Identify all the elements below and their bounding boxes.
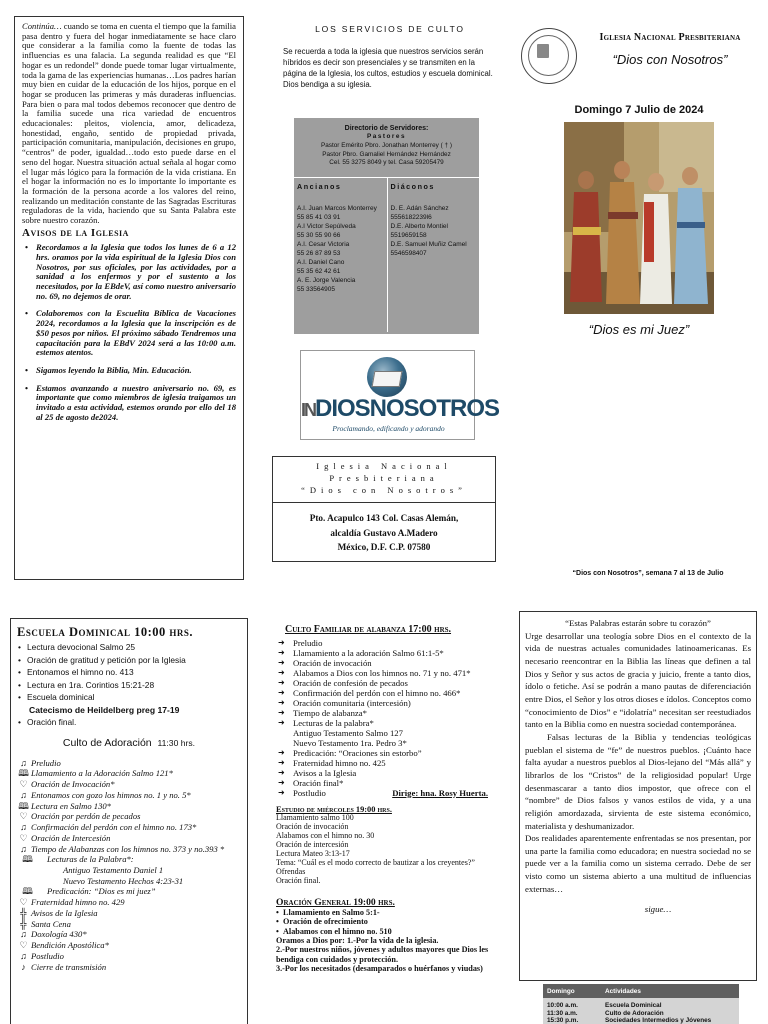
culto-item-text: Santa Cena	[31, 918, 71, 929]
diaconos-column	[387, 178, 480, 332]
escuela-list-end	[17, 716, 241, 729]
culto-item-text: Postludio	[31, 950, 64, 961]
continua-label: Continúa…	[22, 21, 62, 31]
familiar-item	[276, 748, 500, 758]
ancianos-label: Ancianos	[297, 182, 342, 191]
music-note-icon: ♫	[20, 950, 27, 961]
culto-item-text: Confirmación del perdón con el himno no. 173*	[31, 822, 197, 833]
culto-familiar-list	[276, 638, 500, 798]
address-line: México, D.F. C.P. 07580	[337, 542, 431, 553]
activities-col-activity: Actividades	[601, 984, 739, 998]
anciano-line: 55 33564905	[297, 285, 335, 293]
activity-time: 11:30 a.m.	[543, 1010, 601, 1018]
arrow-right-icon: ➜	[278, 637, 285, 647]
reflexion-title: “Estas Palabras estarán sobre tu corazón”	[565, 618, 711, 628]
miercoles-line: Llamamiento salmo 100	[276, 813, 354, 823]
culto-item	[17, 779, 241, 790]
escuela-item: • Oración de gratitud y petición por la Iglesia	[17, 654, 241, 667]
escuela-item: • Oración final.	[17, 716, 241, 729]
church-title: Iglesia Nacional Presbiteriana	[599, 32, 741, 43]
familiar-item	[276, 658, 500, 668]
oracion-general-title: Oración General 19:00 hrs.	[276, 896, 395, 908]
arrow-right-icon: ➜	[278, 707, 285, 717]
culto-item-text: Preludio	[31, 757, 61, 768]
servers-columns	[294, 178, 479, 332]
diacono-line: 5519659158	[390, 231, 427, 239]
sunday-date: Domingo 7 Julio de 2024	[574, 104, 704, 116]
praying-hands-icon: ♡	[19, 940, 28, 951]
familiar-item	[276, 668, 500, 678]
servers-header	[294, 118, 479, 178]
familiar-item	[276, 648, 500, 658]
familiar-item-text: Nuevo Testamento 1ra. Pedro 3*	[293, 737, 407, 748]
culto-time: 11:30 hrs.	[157, 737, 196, 748]
familiar-item-text: Llamamiento a la adoración Salmo 61:1-5*	[293, 647, 444, 658]
culto-item	[17, 929, 241, 940]
table-row	[543, 998, 739, 1010]
anciano-line: 55 85 41 03 91	[297, 213, 341, 221]
activities-header-row	[543, 984, 739, 998]
servers-title: Directorio de Servidores:	[344, 125, 429, 132]
bible-icon: 🕮	[22, 886, 33, 897]
church-name-line: Iglesia Nacional	[316, 461, 452, 471]
music-note-icon: ♪	[21, 961, 26, 972]
table-row	[543, 1010, 739, 1018]
culto-item	[17, 758, 241, 769]
familiar-item-text: Oración comunitaria (intercesión)	[293, 697, 411, 708]
familiar-item	[276, 678, 500, 688]
cross-icon: ╬	[20, 918, 27, 929]
culto-item	[17, 940, 241, 951]
avisos-list	[22, 243, 236, 422]
music-note-icon: ♫	[20, 929, 27, 940]
aviso-item: • Estamos avanzando a nuestro aniversario no. 69, es importante que como miembros de iglesia traigamos un invitado a esta actividad, estemos orando por ello del 18 al 25 de agosto de2024.	[22, 384, 236, 423]
music-note-icon: ♫	[20, 822, 27, 833]
activity-time: 15:30 p.m.	[543, 1017, 601, 1024]
familiar-item	[276, 728, 500, 738]
oracion-general-list	[276, 908, 500, 973]
anciano-line: 55 30 55 90 66	[297, 231, 341, 239]
familiar-item	[276, 738, 500, 748]
anciano-line: A.I. Juan Marcos Monterrey	[297, 205, 377, 212]
activity-name: Escuela Dominical	[601, 998, 739, 1010]
reflexion-paragraph: Urge desarrollar una teología sobre Dios en el contexto de la vida de nuestras actuales comunidades latinoamericanas. Es necesario reencontrar en la Biblia las líneas que definen a tal Dios y Señor y sus actos de gracia y juicio, frente a tanto dios, ídolo o fetiche. Así se podrán a mano pautas de diferenciación entre Dios, el Señor y los otros dioses e ídolos. Conceptos como “conocimiento de Dios” e “idolatría” necesitan ser reestudiados tanto en la Biblia como en nuestra sociedad contemporánea.	[525, 630, 752, 730]
culto-item	[17, 854, 241, 865]
ancianos-column	[294, 178, 387, 332]
church-seal-icon	[521, 28, 577, 84]
culto-title-text: Culto de Adoración	[62, 736, 152, 749]
praying-hands-icon: ♡	[19, 832, 28, 843]
servicios-title: LOS SERVICIOS DE CULTO	[315, 24, 465, 34]
pastor-phones: Cel. 55 3275 8049 y tel. Casa 59205479	[329, 159, 444, 167]
pastor-emeritus: Pastor Emérito Pbro. Jonathan Monterrey ( † )	[320, 142, 453, 150]
arrow-right-icon: ➜	[278, 697, 285, 707]
diacono-line: D. E. Adán Sánchez	[390, 205, 449, 212]
escuela-item: • Entonamos el himno no. 413	[17, 666, 241, 679]
familiar-item	[276, 708, 500, 718]
estudio-miercoles-title: Estudio de miércoles 19:00 hrs.	[276, 804, 392, 814]
culto-item	[17, 801, 241, 812]
familiar-item-text: Oración final*	[293, 777, 344, 788]
culto-item-text: Oración por perdón de pecados	[31, 811, 141, 822]
oracion-bullet: • Oración de ofrecimiento	[276, 917, 500, 926]
oracion-line: Oramos a Dios por: 1.-Por la vida de la iglesia.	[276, 935, 439, 945]
logo-tagline: Proclamando, edificando y adorando	[332, 424, 445, 433]
escuela-item: • Escuela dominical	[17, 691, 241, 704]
reflexion-paragraph: Dos realidades aparentemente enfrentadas se nos presentan, por una parte la familia como educadora; en nuestra sociedad no se puede ver a la familia como un sistema cerrado. Debe de ser visto como un sistema abierto a una multitud de influencias externas…	[525, 833, 751, 894]
cross-icon: ╬	[20, 907, 27, 918]
oracion-line: 3.-Por los necesitados (desamparados o huérfanos y viudas)	[276, 963, 483, 973]
oracion-bullet: • Alabamos con el himno no. 510	[276, 927, 500, 936]
logo-word: DIOSNOSOTROS	[315, 395, 500, 422]
arrow-right-icon: ➜	[278, 787, 285, 797]
escuela-list	[17, 641, 241, 704]
bible-icon: 🕮	[18, 800, 29, 811]
culto-item-text: Entonamos con gozo los himnos no. 1 y no. 5*	[31, 789, 191, 800]
anciano-line: A.I Victor Sepúlveda	[297, 222, 356, 230]
church-address-box	[272, 456, 496, 562]
oracion-line: 2.-Por nuestros niños, jóvenes y adultos mayores que Dios les bendiga con cuidados y protección.	[276, 945, 489, 964]
address-line: Pto. Acapulco 143 Col. Casas Alemán,	[309, 513, 459, 523]
culto-item-text: Oración de Intercesión	[31, 832, 111, 843]
familiar-item	[276, 638, 500, 648]
culto-item-text: Lecturas de la Palabra*:	[47, 854, 134, 865]
familiar-item	[276, 688, 500, 698]
arrow-right-icon: ➜	[278, 657, 285, 667]
miercoles-line: Oración de invocación	[276, 822, 349, 832]
arrow-right-icon: ➜	[278, 757, 285, 767]
familiar-item-text: Confirmación del perdón con el himno no. 466*	[293, 687, 461, 698]
arrow-right-icon: ➜	[278, 647, 285, 657]
reflexion-paragraph: Falsas lecturas de la Biblia y tendencias teológicas pueblan el sistema de “fe” de nuestros pueblos. ¡Cuánto hace falta ayudar a nuestros pueblos al Dios-lejano del “Más allá” y librarlos de los “Cristos” de la religiosidad popular! Urge desenmascarar a tanto dios impostor, que ofrece con el “nombre” de Dios falsos y vanos estilos de vida, y a una religión amordazada, sirvienta de este sistema económico, materialista y deshumanizador.	[525, 731, 751, 831]
logo-prefix: IN	[301, 400, 315, 420]
miercoles-line: Alabamos con el himno no. 30	[276, 831, 375, 841]
culto-item-text: Avisos de la Iglesia	[31, 907, 98, 918]
bible-icon: 🕮	[18, 768, 29, 779]
arrow-right-icon: ➜	[278, 747, 285, 757]
culto-item	[17, 951, 241, 962]
church-logo	[300, 350, 500, 440]
familiar-item-text: Postludio	[293, 787, 326, 798]
familiar-item-text: Predicación: “Oraciones sin estorbo”	[293, 747, 422, 758]
arrow-right-icon: ➜	[278, 717, 285, 727]
culto-item-text: Tiempo de Alabanzas con los himnos no. 373 y no.393 *	[31, 843, 225, 854]
activities-table	[543, 984, 739, 1024]
catecismo-line: Catecismo de Heildelberg preg 17-19	[29, 705, 180, 716]
culto-item-text: Cierre de transmisión	[31, 961, 107, 972]
reflection-continuation	[22, 22, 236, 226]
diacono-line: 5556182239l6	[390, 213, 432, 221]
church-motto: “Dios con Nosotros”	[612, 52, 728, 67]
anciano-line: A.I. Daniel Cano	[297, 258, 345, 266]
culto-item-text: Bendición Apostólica*	[31, 940, 109, 951]
aviso-item: • Recordamos a la Iglesia que todos los lunes de 6 a 12 hrs. oramos por la vida espiritual de la Iglesia Dios con Nosotros, por sus oficiales, por las actividades, por a sanidad a los enfermos y por el sustento a los necesitados, por la EBdeV, así como nuestro aniversario no. 69, no dejemos de orar.	[22, 243, 236, 301]
familiar-item	[276, 788, 500, 798]
familiar-item-text: Oración de invocación	[293, 657, 372, 668]
church-address	[273, 503, 495, 555]
aviso-item: • Colaboremos con la Escuelita Bíblica de Vacaciones 2024, recordamos a la Iglesia que la inscripción es de $50 pesos por niños. El próximo sábado Tendremos una capacitación para la EBdV 2024 será a las 10:00 a.m. estemos atentos.	[22, 309, 236, 358]
culto-item-text: Fraternidad himno no. 429	[31, 897, 125, 908]
director-label: Dirige: hna. Rosy Huerta.	[392, 787, 488, 798]
familiar-item-text: Oración de confesión de pecados	[293, 677, 408, 688]
culto-item	[17, 919, 241, 930]
logo-wordmark	[301, 395, 500, 423]
escuela-dominical-title: Escuela Dominical 10:00 hrs.	[17, 625, 194, 639]
bible-scene-illustration	[564, 122, 714, 314]
escuela-item: • Lectura en 1ra. Corintios 15:21-28	[17, 679, 241, 692]
music-note-icon: ♫	[20, 757, 27, 768]
familiar-item-text: Tiempo de alabanza*	[293, 707, 367, 718]
arrow-right-icon: ➜	[278, 677, 285, 687]
sigue-label: sigue…	[644, 904, 672, 915]
church-name-line: Presbiteriana	[329, 472, 439, 483]
culto-item	[17, 886, 241, 897]
activity-name: Culto de Adoración	[601, 1010, 739, 1018]
avisos-heading: Avisos de la Iglesia	[22, 226, 129, 239]
estudio-miercoles-list	[276, 814, 500, 886]
anciano-line: 55 26 87 89 53	[297, 249, 341, 257]
culto-item	[17, 822, 241, 833]
culto-item	[17, 811, 241, 822]
activities-col-day: Domingo	[543, 984, 601, 998]
familiar-item	[276, 778, 500, 788]
diacono-line: D.E. Alberto Montiel	[390, 222, 448, 230]
pastores-label: Pastores	[367, 133, 406, 141]
anciano-line: 55 35 62 42 61	[297, 267, 341, 275]
address-line: alcaldía Gustavo A.Madero	[330, 527, 438, 538]
familiar-item-text: Alabamos a Dios con los himnos no. 71 y no. 471*	[293, 667, 471, 678]
music-note-icon: ♫	[20, 843, 27, 854]
culto-item-text: Oración de Invocación*	[31, 779, 115, 790]
culto-item	[17, 844, 241, 855]
arrow-right-icon: ➜	[278, 777, 285, 787]
church-name-line: “Dios con Nosotros”	[301, 484, 467, 495]
table-row	[543, 1017, 739, 1024]
culto-familiar-title: Culto Familiar de alabanza 17:00 hrs.	[285, 624, 452, 635]
familiar-item-text: Avisos a la Iglesia	[293, 767, 357, 778]
reflection-paragraph: cuando se toma en cuenta el tiempo que la familia pasa dentro y fuera del hogar inmediatamente se hace claro que considerar a la familia como la fuente de todas las influencias es una falacia. La segunda realidad es que “El hogar es un redondel” donde puede tomar lugar virtualmente, toda la gama de las experiencias humanas…Los padres harían muy bien en cuidar de la educación de los hijos, porque en el hogar se producen las primeras y más duraderas influencias. Para bien o para mal todos debemos reconocer que dentro de la familia sucede una rica variedad de encuentros educacionales: pleitos, violencia, amor, delicadeza, honestidad, engaño, sentido de propiedad privada, participación comunitaria, manipulación, decisiones en grupo, “centros” de poder, igualdad…todo esto puede darse en el seno del hogar. Nuestra situación actual señala al hogar como el lugar más lógico para la formación de la vida cristiana. En el hogar la información no es lo importante lo importante es la formación de la persona acorde a los valores del reino, realizando un meditación constante de las Sagradas Escrituras reguladoras de la vida, haciendo que su Santa Palabra este sobre nuestro corazón.	[22, 21, 236, 226]
familiar-item-text: Preludio	[293, 637, 323, 648]
escuela-item: • Lectura devocional Salmo 25	[17, 641, 241, 654]
weekly-services-panel	[276, 624, 500, 1024]
familiar-item-text: Lecturas de la palabra*	[293, 717, 374, 728]
week-line: “Dios con Nosotros”, semana 7 al 13 de Julio	[572, 570, 724, 577]
culto-item-text: Predicación: “Dios es mi juez”	[47, 886, 156, 897]
miercoles-line: Tema: “Cuál es el modo correcto de bautizar a los creyentes?”	[276, 857, 475, 867]
culto-item	[17, 876, 241, 887]
culto-item	[17, 865, 241, 876]
familiar-item	[276, 758, 500, 768]
familiar-item	[276, 768, 500, 778]
diaconos-label: Diáconos	[390, 182, 435, 191]
seal-book	[537, 44, 549, 58]
arrow-right-icon: ➜	[278, 767, 285, 777]
culto-item	[17, 897, 241, 908]
sermon-title: “Dios es mi Juez”	[588, 322, 690, 337]
praying-hands-icon: ♡	[19, 779, 28, 790]
miercoles-line: Lectura Mateo 3:13-17	[276, 848, 350, 858]
oracion-bullet: • Llamamiento en Salmo 5:1-	[276, 908, 500, 917]
culto-item-text: Llamamiento a la Adoración Salmo 121*	[31, 768, 173, 779]
culto-item	[17, 833, 241, 844]
church-name-block	[273, 457, 495, 503]
family-reflection-panel	[14, 16, 244, 580]
diacono-line: 5546598407	[390, 249, 427, 257]
sunday-program-panel	[10, 618, 248, 1024]
pastor-current: Pastor Pbro. Gamaliel Hernández Hernández	[322, 150, 451, 158]
open-book-icon	[372, 371, 403, 387]
miercoles-line: Oración de intercesión	[276, 840, 349, 850]
culto-item-text: Antiguo Testamento Daniel 1	[63, 865, 164, 875]
praying-hands-icon: ♡	[19, 811, 28, 822]
servicios-text: Se recuerda a toda la iglesia que nuestros servicios serán híbridos es decir son presenciales y se transmiten en la página de la Iglesia, los cultos, estudios y escuela dominical. Dios bendiga a su iglesia.	[283, 47, 493, 90]
diacono-line: D.E. Samuel Muñiz Camel	[390, 240, 467, 248]
culto-adoracion-title	[17, 737, 241, 749]
familiar-item-text: Fraternidad himno no. 425	[293, 757, 386, 768]
bible-icon: 🕮	[22, 854, 33, 865]
estas-palabras-panel	[519, 611, 757, 981]
arrow-right-icon: ➜	[278, 667, 285, 677]
culto-item-text: Lectura en Salmo 130*	[31, 800, 111, 811]
culto-item-text: Nuevo Testamento Hechos 4:23-31	[63, 875, 184, 886]
anciano-line: A.I. Cesar Victoria	[297, 240, 350, 248]
culto-item	[17, 790, 241, 801]
activity-name: Sociedades Intermedios y Jóvenes	[601, 1017, 739, 1024]
familiar-item	[276, 718, 500, 728]
music-note-icon: ♫	[20, 789, 27, 800]
arrow-right-icon: ➜	[278, 687, 285, 697]
praying-hands-icon: ♡	[19, 897, 28, 908]
activity-time: 10:00 a.m.	[543, 998, 601, 1010]
culto-item	[17, 908, 241, 919]
culto-order-list	[17, 758, 241, 973]
culto-item-text: Doxología 430*	[31, 929, 87, 940]
culto-item	[17, 962, 241, 973]
anciano-line: A. E. Jorge Valencia	[297, 276, 356, 284]
servers-directory	[294, 118, 479, 334]
familiar-item	[276, 698, 500, 708]
aviso-item: • Sigamos leyendo la Biblia, Min. Educación.	[22, 366, 236, 376]
culto-item	[17, 768, 241, 779]
miercoles-line: Ofrendas	[276, 866, 306, 876]
miercoles-line: Oración final.	[276, 875, 321, 885]
familiar-item-text: Antiguo Testamento Salmo 127	[293, 727, 403, 738]
